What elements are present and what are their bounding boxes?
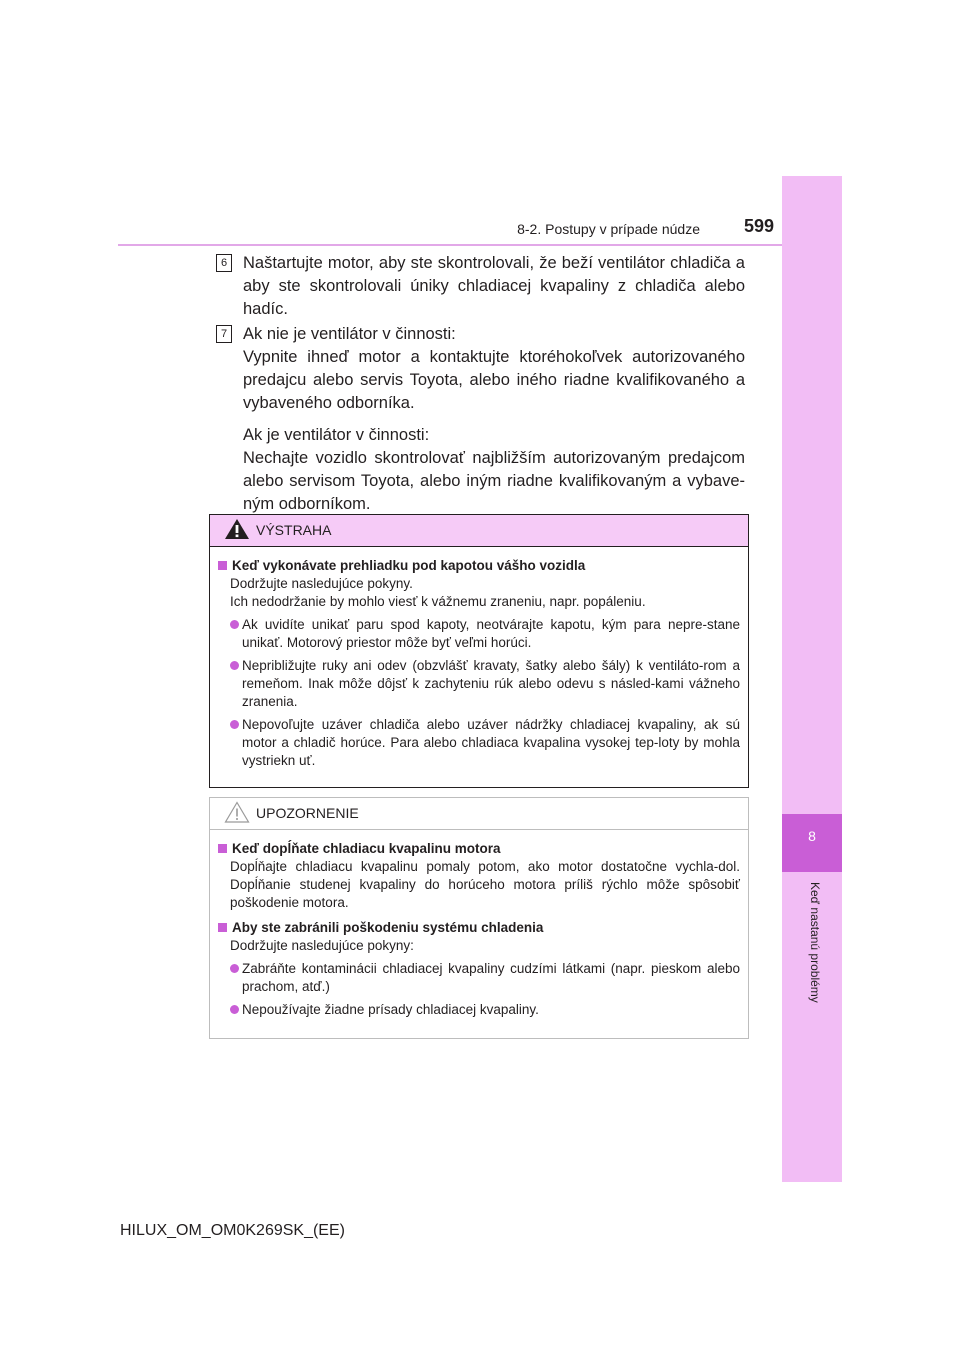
caution-section-text: Dodržujte nasledujúce pokyny:: [230, 938, 414, 953]
warning-label: VÝSTRAHA: [256, 522, 332, 538]
step-6-paragraph: Naštartujte motor, aby ste skontrolovali, že beží ventilátor chladiča a aby ste skontrolovali úniky chladiacej kvapaliny z chladiča alebo hadíc.: [243, 254, 745, 318]
bullet-dot-icon: [230, 661, 239, 670]
step-7-condition-on: Ak je ventilátor v činnosti:: [243, 426, 430, 444]
bullet-dot-icon: [230, 620, 239, 629]
caution-triangle-icon: [224, 801, 250, 823]
header-rule: [118, 244, 782, 246]
warning-bullet: Nepovoľujte uzáver chladiča alebo uzáver nádržky chladiacej kvapaliny, ak sú motor a chladič horúce. Para alebo chladiaca kvapalina vysokej tep-loty by mohla vystriekn uť.: [218, 716, 740, 770]
warning-box: [209, 514, 749, 788]
bullet-dot-icon: [230, 1005, 239, 1014]
warning-bullet: Ak uvidíte unikať paru spod kapoty, neotvárajte kapotu, kým para nepre-stane unikať. Motorový priestor môže byť veľmi horúci.: [218, 616, 740, 652]
section-title: 8-2. Postupy v prípade núdze: [517, 221, 700, 237]
caution-box: [209, 797, 749, 1039]
caution-bullet: Nepoužívajte žiadne prísady chladiacej kvapaliny.: [218, 1001, 740, 1019]
caution-body: [210, 830, 748, 1027]
bullet-dot-icon: [230, 964, 239, 973]
warning-intro-line: Ich nedodržanie by mohlo viesť k vážnemu zraneniu, napr. popáleniu.: [230, 594, 646, 609]
step-7-action-on: Nechajte vozidlo skontrolovať najbližším autorizovaným predajcom alebo servisom Toyota, alebo iným riadne kvalifikovaným a vybave-ným odborníkom.: [243, 449, 745, 513]
caution-section-text: Dopĺňajte chladiacu kvapalinu pomaly potom, ako motor dostatočne vychla-dol. Dopĺňanie studenej kvapaliny do horúceho motora príliš rýchlo môže spôsobiť poškodenie motora.: [230, 859, 740, 910]
document-code: HILUX_OM_OM0K269SK_(EE): [120, 1222, 345, 1239]
warning-body: [210, 547, 748, 778]
step-7-condition-off: Ak nie je ventilátor v činnosti:: [243, 325, 456, 343]
warning-intro-line: Dodržujte nasledujúce pokyny.: [230, 576, 413, 591]
warning-triangle-icon: [224, 518, 250, 540]
caution-bullet: Zabráňte kontaminácii chladiacej kvapaliny cudzími látkami (napr. pieskom alebo prachom, atď.): [218, 960, 740, 996]
caution-section-title: Keď dopĺňate chladiacu kvapalinu motora: [218, 840, 740, 858]
square-bullet-icon: [218, 844, 227, 853]
step-number-6: 6: [216, 254, 232, 272]
square-bullet-icon: [218, 561, 227, 570]
caution-section-title: Aby ste zabránili poškodeniu systému chladenia: [218, 919, 740, 937]
step-6-text: [243, 252, 745, 321]
caution-header: [210, 798, 748, 830]
step-7-text: [243, 323, 745, 516]
step-7-action-off: Vypnite ihneď motor a kontaktujte ktoréhokoľvek autorizovaného predajcu alebo servis Toyota, alebo iného riadne kvalifikovaného a vybaveného odborníka.: [243, 348, 745, 412]
caution-label: UPOZORNENIE: [256, 805, 359, 821]
warning-section-title: Keď vykonávate prehliadku pod kapotou vášho vozidla: [218, 557, 740, 575]
page-number: 599: [743, 216, 774, 236]
chapter-title: Keď nastanú problémy: [808, 882, 822, 1003]
step-number-7: 7: [216, 325, 232, 343]
bullet-dot-icon: [230, 720, 239, 729]
chapter-number: 8: [808, 828, 816, 844]
warning-bullet: Nepribližujte ruky ani odev (obzvlášť kravaty, šatky alebo šály) k ventiláto-rom a remeňom. Inak môže dôjsť k zachyteniu rúk alebo odevu s násled-kami vážneho zranenia.: [218, 657, 740, 711]
square-bullet-icon: [218, 923, 227, 932]
warning-header: [210, 515, 748, 547]
